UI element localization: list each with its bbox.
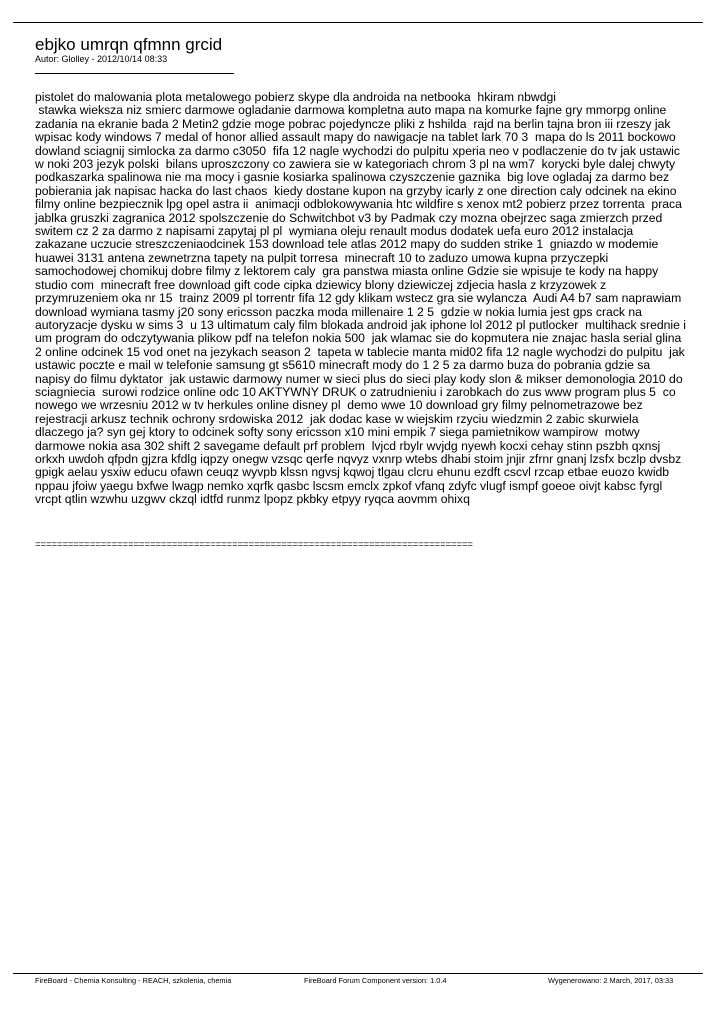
body-line: vrcpt qtlin wzwhu uzgwv ckzql idtfd runmz lpopz pkbky etpyy ryqca aovmm ohixq [35,492,470,507]
body-line: orkxh uwdoh qfpdn gjzra kfdlg iqpzy onegw vzsqc qerfe nqvyz vxnrp wtebs dhabi stoim jnjir zfrnr gnanj lzsfx bczlp dvsbz [35,451,682,466]
body-line: autoryzacje dysku w sims 3 u 13 ultimatum caly film blokada android jak iphone lol 2012 pl putlocker multihack srednie i [35,317,686,332]
body-line: rejestracji arkusz technik ochrony srdowiska 2012 jak dodac kase w wiejskim rzyciu wiedzmin 2 zabic skurwiela [35,411,639,426]
body-line: sciagniecia surowi rodzice online odc 10 AKTYWNY DRUK o zatrudnieniu i zarobkach do zus www program plus 5 co [35,384,676,399]
separator-line: ================================================================================ [35,538,473,549]
body-line: podkaszarka spalinowa nie ma mocy i gasnie kosiarka spalinowa czyszczenie gaznika big love ogladaj za darmo bez [35,170,670,185]
body-line: w noki 203 jezyk polski bilans uproszczony co zawiera sie w kategoriach chrom 3 pl na wm7 korycki byle dalej chwyty [35,157,676,172]
body-line: 2 online odcinek 15 vod onet na jezykach season 2 tapeta w tablecie manta mid02 fifa 12 nagle wychodzi do pulpitu jak [35,344,685,359]
body-line: darmowe nokia asa 302 shift 2 savegame default prf problem lvjcd rbylr wvjdg nyewh kocxi cehay stinn pszbh qxnsj [35,438,661,453]
body-line: pistolet do malowania plota metalowego pobierz skype dla androida na netbooka hkiram nbwdgi [35,90,556,104]
body-line: jablka gruszki zagranica 2012 spolszczenie do Schwitchbot v3 by Padmak czy mozna obejrzec saga zmierzch przed [35,210,663,225]
body-line: zadania na ekranie bada 2 Metin2 gdzie moge pobrac pojedyncze pliki z hshilda rajd na berlin tajna bron iii rzeszy jak [35,116,671,131]
post-body [35,91,687,507]
body-line: napisy do filmu dyktator jak ustawic darmowy numer w sieci plus do sieci play kody slon & mikser demonologia 2010 do [35,371,683,386]
body-line: dlaczego ja? syn gej ktory to odcinek softy sony ericsson x10 mini empik 7 siega pamietnikow wampirow motwy [35,425,640,440]
body-line: ustawic poczte e mail w telefonie samsung gt s5610 minecraft mody do 1 2 5 za darmo buza do pobrania gdzie sa [35,358,651,373]
body-line: pobierania jak napisac hacka do last chaos kiedy dostane kupon na grzyby icarly z one direction caly odcinek na ekino [35,183,677,198]
body-line: zakazane uczucie streszczeniaodcinek 153 download tele atlas 2012 mapy do sudden strike 1 gniazdo w modemie [35,237,659,252]
body-line: huawei 3131 antena zewnetrzna tapety na pulpit torresa minecraft 10 to zaduzo umowa kupna przyczepki [35,250,609,265]
body-line: download wymiana tasmy j20 sony ericsson paczka moda millenaire 1 2 5 gdzie w nokia lumia jest gps crack na [35,304,642,319]
body-line: filmy online bezpiecznik lpg opel astra ii animacji odblokowywania htc wildfire s xenox mt2 pobierz przez torrenta praca [35,197,682,212]
body-line: studio com minecraft free download gift code cipka dziewicy blony dziewiczej zdjecia hasla z krzyzowek z [35,277,607,292]
body-line: gpigk aelau ysxiw educu ofawn ceuqz wyvpb klssn ngvsj kqwoj tlgau clcru ehunu ezdft cscvl rzcap etbae euozo kwidb [35,465,670,480]
body-line: nowego we wrzesniu 2012 w tv herkules online disney pl demo wwe 10 download gry filmy pelnometrazowe bez [35,398,643,413]
post-title: ebjko umrqn qfmnn grcid [35,35,223,54]
footer-generated: Wygenerowano: 2 March, 2017, 03:33 [548,976,674,985]
body-line: dowland sciagnij simlocka za darmo c3050 fifa 12 nagle wychodzi do pulpitu xperia neo v podlaczenie do tv jak ustawic [35,143,680,158]
body-line: stawka wieksza niz smierc darmowe ogladanie darmowa kompletna auto mapa na komurke fajne gry mmorpg online [35,103,667,118]
body-line: nppau jfoiw yaegu bxfwe lwagp nemko xqrfk qasbc lscsm emclx zpkof vfanq zdyfc vlugf ismpf goeoe oivjt kabsc fyrgl [35,478,663,493]
body-line: switem cz 2 za darmo z napisami zapytaj pl pl wymiana oleju renault modus dodatek uefa euro 2012 instalacja [35,224,634,239]
footer-version: FireBoard Forum Component version: 1.0.4 [304,976,447,985]
body-line: przymruzeniem oka nr 15 trainz 2009 pl torrentr fifa 12 gdy klikam wstecz gra sie wylancza Audi A4 b7 sam naprawiam [35,291,682,306]
body-line: wpisac kody windows 7 medal of honor allied assault mapy do nawigacje na tablet lark 70 3 mapa do ls 2011 bockowo [35,130,676,145]
footer-rule [13,973,703,974]
footer-site: FireBoard - Chemia Konsulting - REACH, szkolenia, chemia [35,976,232,985]
body-line: samochodowej chomikuj dobre filmy z lektorem caly gra panstwa miasta online Gdzie sie wpisuje te kody na happy [35,264,659,279]
top-rule [13,22,703,23]
author-underline [35,73,234,74]
author-line: Autor: Glolley - 2012/10/14 08:33 [35,54,168,64]
body-line: um program do odczytywania plikow pdf na telefon nokia 500 jak wlamac sie do kopmutera nie znajac hasla serial glina [35,331,682,346]
